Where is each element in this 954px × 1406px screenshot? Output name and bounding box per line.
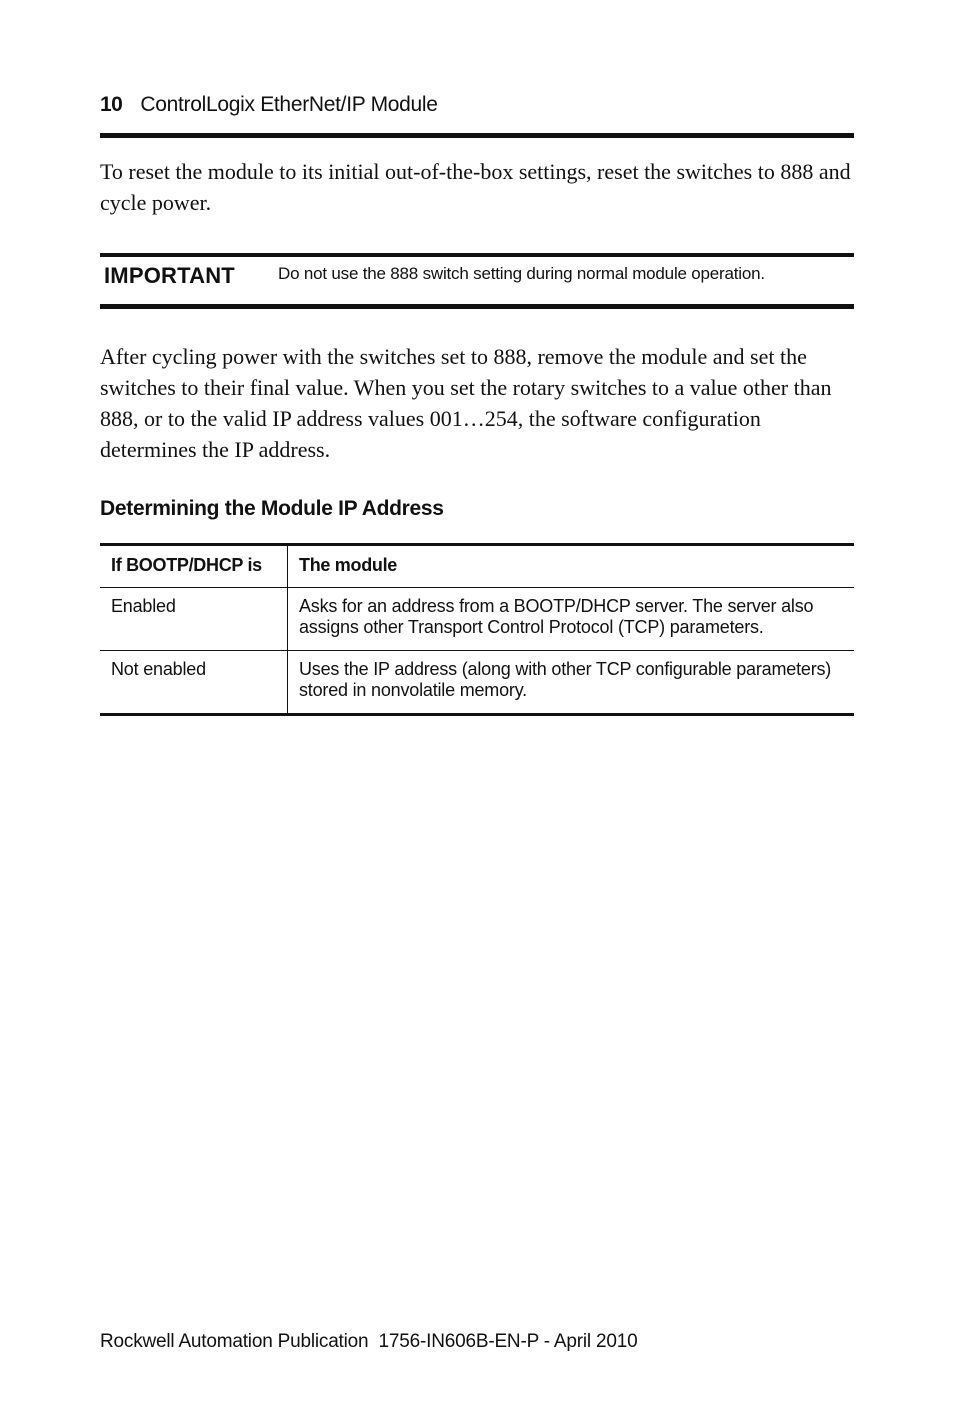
page-footer: Rockwell Automation Publication 1756-IN606B-EN-P - April 2010	[100, 1331, 638, 1352]
table-cell: Not enabled	[100, 651, 288, 715]
page-number: 10	[100, 93, 123, 116]
table-cell: Asks for an address from a BOOTP/DHCP server. The server also assigns other Transport Control Protocol (TCP) parameters.	[288, 588, 855, 651]
important-label: IMPORTANT	[104, 263, 235, 288]
table-cell: Enabled	[100, 588, 288, 651]
table-row	[100, 651, 854, 715]
page-header	[100, 93, 854, 117]
header-rule	[100, 133, 854, 138]
important-top-rule	[100, 253, 854, 257]
table-row	[100, 588, 854, 651]
table-header-cell: The module	[288, 545, 855, 588]
table-header-row	[100, 545, 854, 588]
table-header-cell: If BOOTP/DHCP is	[100, 545, 288, 588]
important-text: Do not use the 888 switch setting during normal module operation.	[278, 264, 765, 283]
table-cell: Uses the IP address (along with other TCP configurable parameters) stored in nonvolatile memory.	[288, 651, 855, 715]
reset-paragraph: To reset the module to its initial out-of-the-box settings, reset the switches to 888 and cycle power.	[100, 159, 851, 215]
header-title: ControlLogix EtherNet/IP Module	[140, 93, 438, 116]
cycling-paragraph: After cycling power with the switches set to 888, remove the module and set the switches to their final value. When you set the rotary switches to a value other than 888, or to the valid IP address values 001…254, the software configuration determines the IP address.	[100, 344, 832, 462]
section-heading: Determining the Module IP Address	[100, 497, 444, 520]
ip-address-table	[100, 543, 854, 716]
important-bottom-rule	[100, 304, 854, 309]
